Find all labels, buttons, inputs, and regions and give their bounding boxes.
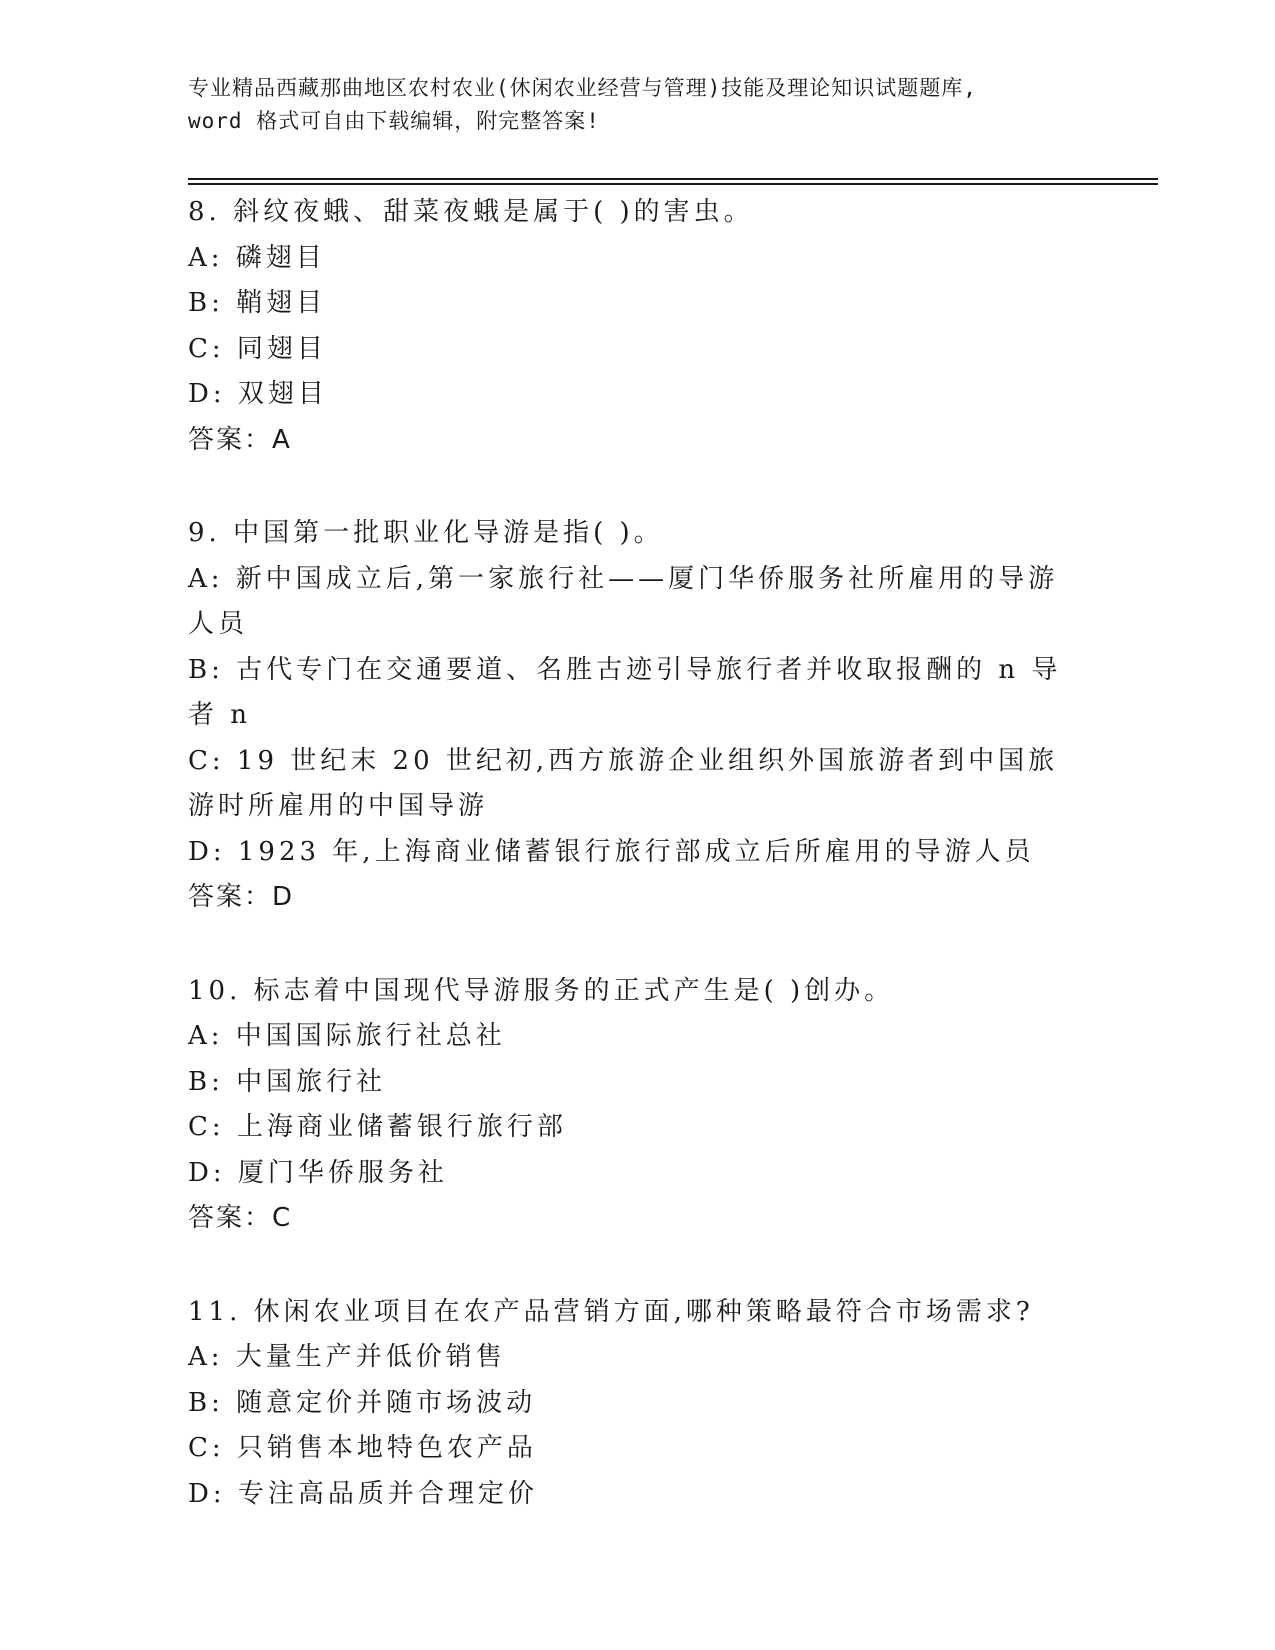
question-stem: 11. 休闲农业项目在农产品营销方面,哪种策略最符合市场需求? bbox=[188, 1296, 1034, 1327]
question-9 bbox=[188, 511, 1088, 921]
question-stem: 8. 斜纹夜蛾、甜菜夜蛾是属于( )的害虫。 bbox=[188, 197, 754, 227]
option-b: B: 随意定价并随市场波动 bbox=[188, 1387, 537, 1418]
option-a: A: 磷翅目 bbox=[188, 242, 326, 273]
answer-line: 答案：D bbox=[188, 882, 295, 912]
header-divider-top bbox=[188, 178, 1158, 180]
option-d: D: 1923 年,上海商业储蓄银行旅行部成立后所雇用的导游人员 bbox=[188, 836, 1035, 867]
answer-line: 答案：A bbox=[188, 424, 292, 455]
option-d: D: 厦门华侨服务社 bbox=[188, 1157, 448, 1188]
option-d: D: 专注高品质并合理定价 bbox=[188, 1478, 538, 1509]
option-a: A: 新中国成立后,第一家旅行社——厦门华侨服务社所雇用的导游人员 bbox=[188, 563, 1059, 639]
option-c: C: 上海商业储蓄银行旅行部 bbox=[188, 1112, 567, 1142]
question-stem: 9. 中国第一批职业化导游是指( )。 bbox=[188, 518, 664, 548]
option-b: B: 古代专门在交通要道、名胜古迹引导旅行者并收取报酬的 n 导者 n bbox=[188, 654, 1062, 730]
question-list bbox=[188, 190, 1088, 1565]
option-c: C: 19 世纪末 20 世纪初,西方旅游企业组织外国旅游者到中国旅游时所雇用的中国导游 bbox=[188, 745, 1059, 821]
question-11 bbox=[188, 1290, 1088, 1518]
document-header bbox=[188, 72, 1108, 138]
header-line-2: word 格式可自由下载编辑，附完整答案! bbox=[188, 109, 600, 133]
header-line-1: 专业精品西藏那曲地区农村农业(休闲农业经营与管理)技能及理论知识试题题库, bbox=[188, 76, 977, 100]
option-a: A: 大量生产并低价销售 bbox=[188, 1342, 506, 1372]
answer-line: 答案：C bbox=[188, 1203, 293, 1233]
option-c: C: 同翅目 bbox=[188, 333, 327, 364]
option-a: A: 中国国际旅行社总社 bbox=[188, 1021, 506, 1051]
option-c: C: 只销售本地特色农产品 bbox=[188, 1433, 537, 1463]
question-stem: 10. 标志着中国现代导游服务的正式产生是( )创办。 bbox=[188, 975, 895, 1006]
question-10 bbox=[188, 969, 1088, 1242]
question-8 bbox=[188, 190, 1088, 463]
option-d: D: 双翅目 bbox=[188, 379, 328, 409]
header-divider-bottom bbox=[188, 183, 1158, 185]
option-b: B: 鞘翅目 bbox=[188, 288, 327, 318]
option-b: B: 中国旅行社 bbox=[188, 1066, 387, 1097]
